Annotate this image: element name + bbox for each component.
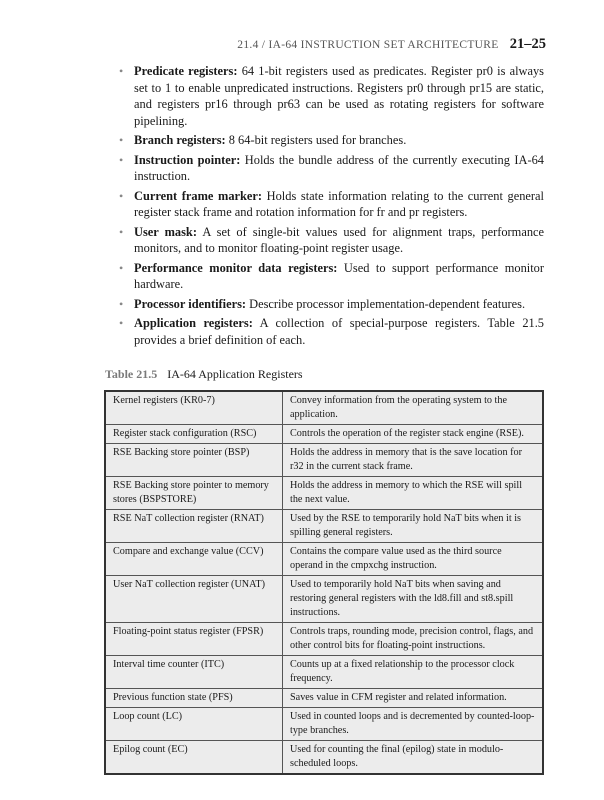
page-number: 21–25: [509, 36, 546, 52]
register-name: Interval time counter (ITC): [105, 656, 283, 689]
bullet-icon: •: [119, 316, 124, 330]
bullet-text: A set of single-bit values used for alignment traps, performance monitors, and to monitor floating-point register usage.: [134, 224, 545, 255]
register-description: Used by the RSE to temporarily hold NaT bits when it is spilling general registers.: [283, 510, 544, 543]
bullet-text: Describe processor implementation-dependent features.: [246, 296, 526, 311]
bullet-text: 64 1-bit registers used as predicates. Register pr0 is always set to 1 to enable unpredicated instructions. Registers pr0 through pr15 are static, and registers pr16 through pr63 can be used as rotating registers for software pipelining.: [134, 64, 544, 128]
table-row: [105, 510, 543, 543]
list-item: [116, 224, 544, 257]
list-item: [116, 260, 544, 293]
table-row: [105, 444, 543, 477]
table-row: [105, 623, 543, 656]
list-item: [116, 296, 544, 313]
register-name: RSE Backing store pointer to memory stores (BSPSTORE): [105, 477, 283, 510]
section-title: 21.4 / IA-64 INSTRUCTION SET ARCHITECTURE: [237, 39, 499, 51]
bullet-text: Holds state information relating to the current general register stack frame and rotation information for fr and pr registers.: [134, 188, 544, 219]
table-row: [105, 425, 543, 444]
list-item: [116, 315, 544, 348]
bullet-term: Application registers:: [134, 316, 253, 330]
table-caption: [105, 367, 303, 382]
register-name: RSE Backing store pointer (BSP): [105, 444, 283, 477]
register-description: Contains the compare value used as the third source operand in the cmpxchg instruction.: [283, 543, 544, 576]
register-description: Used to temporarily hold NaT bits when saving and restoring general registers with the ld8.fill and st8.spill instructions.: [283, 576, 544, 623]
list-item: [116, 132, 544, 149]
running-header: [237, 36, 546, 53]
register-description: Convey information from the operating system to the application.: [283, 391, 544, 425]
table-row: [105, 543, 543, 576]
register-description: Controls the operation of the register stack engine (RSE).: [283, 425, 544, 444]
bullet-icon: •: [119, 133, 124, 147]
register-description: Controls traps, rounding mode, precision control, flags, and other control bits for floating-point instructions.: [283, 623, 544, 656]
bullet-term: User mask:: [134, 224, 197, 239]
register-name: Epilog count (EC): [105, 741, 283, 775]
table-row: [105, 689, 543, 708]
register-description: Holds the address in memory to which the RSE will spill the next value.: [283, 477, 544, 510]
bullet-text: Used to support performance monitor hardware.: [134, 260, 544, 291]
list-item: [116, 152, 544, 185]
bullet-term: Current frame marker:: [134, 188, 263, 203]
register-name: Floating-point status register (FPSR): [105, 623, 283, 656]
register-bullet-list: [116, 63, 544, 351]
bullet-term: Performance monitor data registers:: [134, 260, 338, 275]
bullet-term: Branch registers:: [134, 133, 226, 147]
register-description: Holds the address in memory that is the save location for r32 in the current stack frame.: [283, 444, 544, 477]
register-name: Register stack configuration (RSC): [105, 425, 283, 444]
bullet-text: Holds the bundle address of the currently executing IA-64 instruction.: [134, 152, 544, 183]
bullet-icon: •: [119, 188, 124, 203]
register-name: Kernel registers (KR0-7): [105, 391, 283, 425]
register-name: Compare and exchange value (CCV): [105, 543, 283, 576]
register-name: User NaT collection register (UNAT): [105, 576, 283, 623]
list-item: [116, 63, 544, 129]
bullet-term: Predicate registers:: [134, 64, 238, 78]
table-number: Table 21.5: [105, 367, 158, 381]
table-title: IA-64 Application Registers: [167, 367, 303, 381]
bullet-icon: •: [119, 64, 124, 78]
table-row: [105, 576, 543, 623]
register-description: Used for counting the final (epilog) state in modulo-scheduled loops.: [283, 741, 544, 775]
table-row: [105, 656, 543, 689]
register-name: Loop count (LC): [105, 708, 283, 741]
register-description: Used in counted loops and is decremented by counted-loop-type branches.: [283, 708, 544, 741]
bullet-text: 8 64-bit registers used for branches.: [225, 133, 407, 147]
bullet-icon: •: [119, 260, 124, 275]
bullet-text: A collection of special-purpose registers. Table 21.5 provides a brief definition of each.: [134, 316, 544, 347]
bullet-icon: •: [119, 224, 124, 239]
register-name: Previous function state (PFS): [105, 689, 283, 708]
register-description: Saves value in CFM register and related information.: [283, 689, 544, 708]
table-row: [105, 477, 543, 510]
list-item: [116, 188, 544, 221]
bullet-term: Instruction pointer:: [134, 152, 241, 167]
table-row: [105, 708, 543, 741]
bullet-icon: •: [119, 296, 124, 311]
table-row: [105, 391, 543, 425]
bullet-term: Processor identifiers:: [134, 296, 247, 311]
bullet-icon: •: [119, 152, 124, 167]
table-row: [105, 741, 543, 775]
register-name: RSE NaT collection register (RNAT): [105, 510, 283, 543]
application-registers-table: [104, 390, 544, 775]
register-description: Counts up at a fixed relationship to the processor clock frequency.: [283, 656, 544, 689]
